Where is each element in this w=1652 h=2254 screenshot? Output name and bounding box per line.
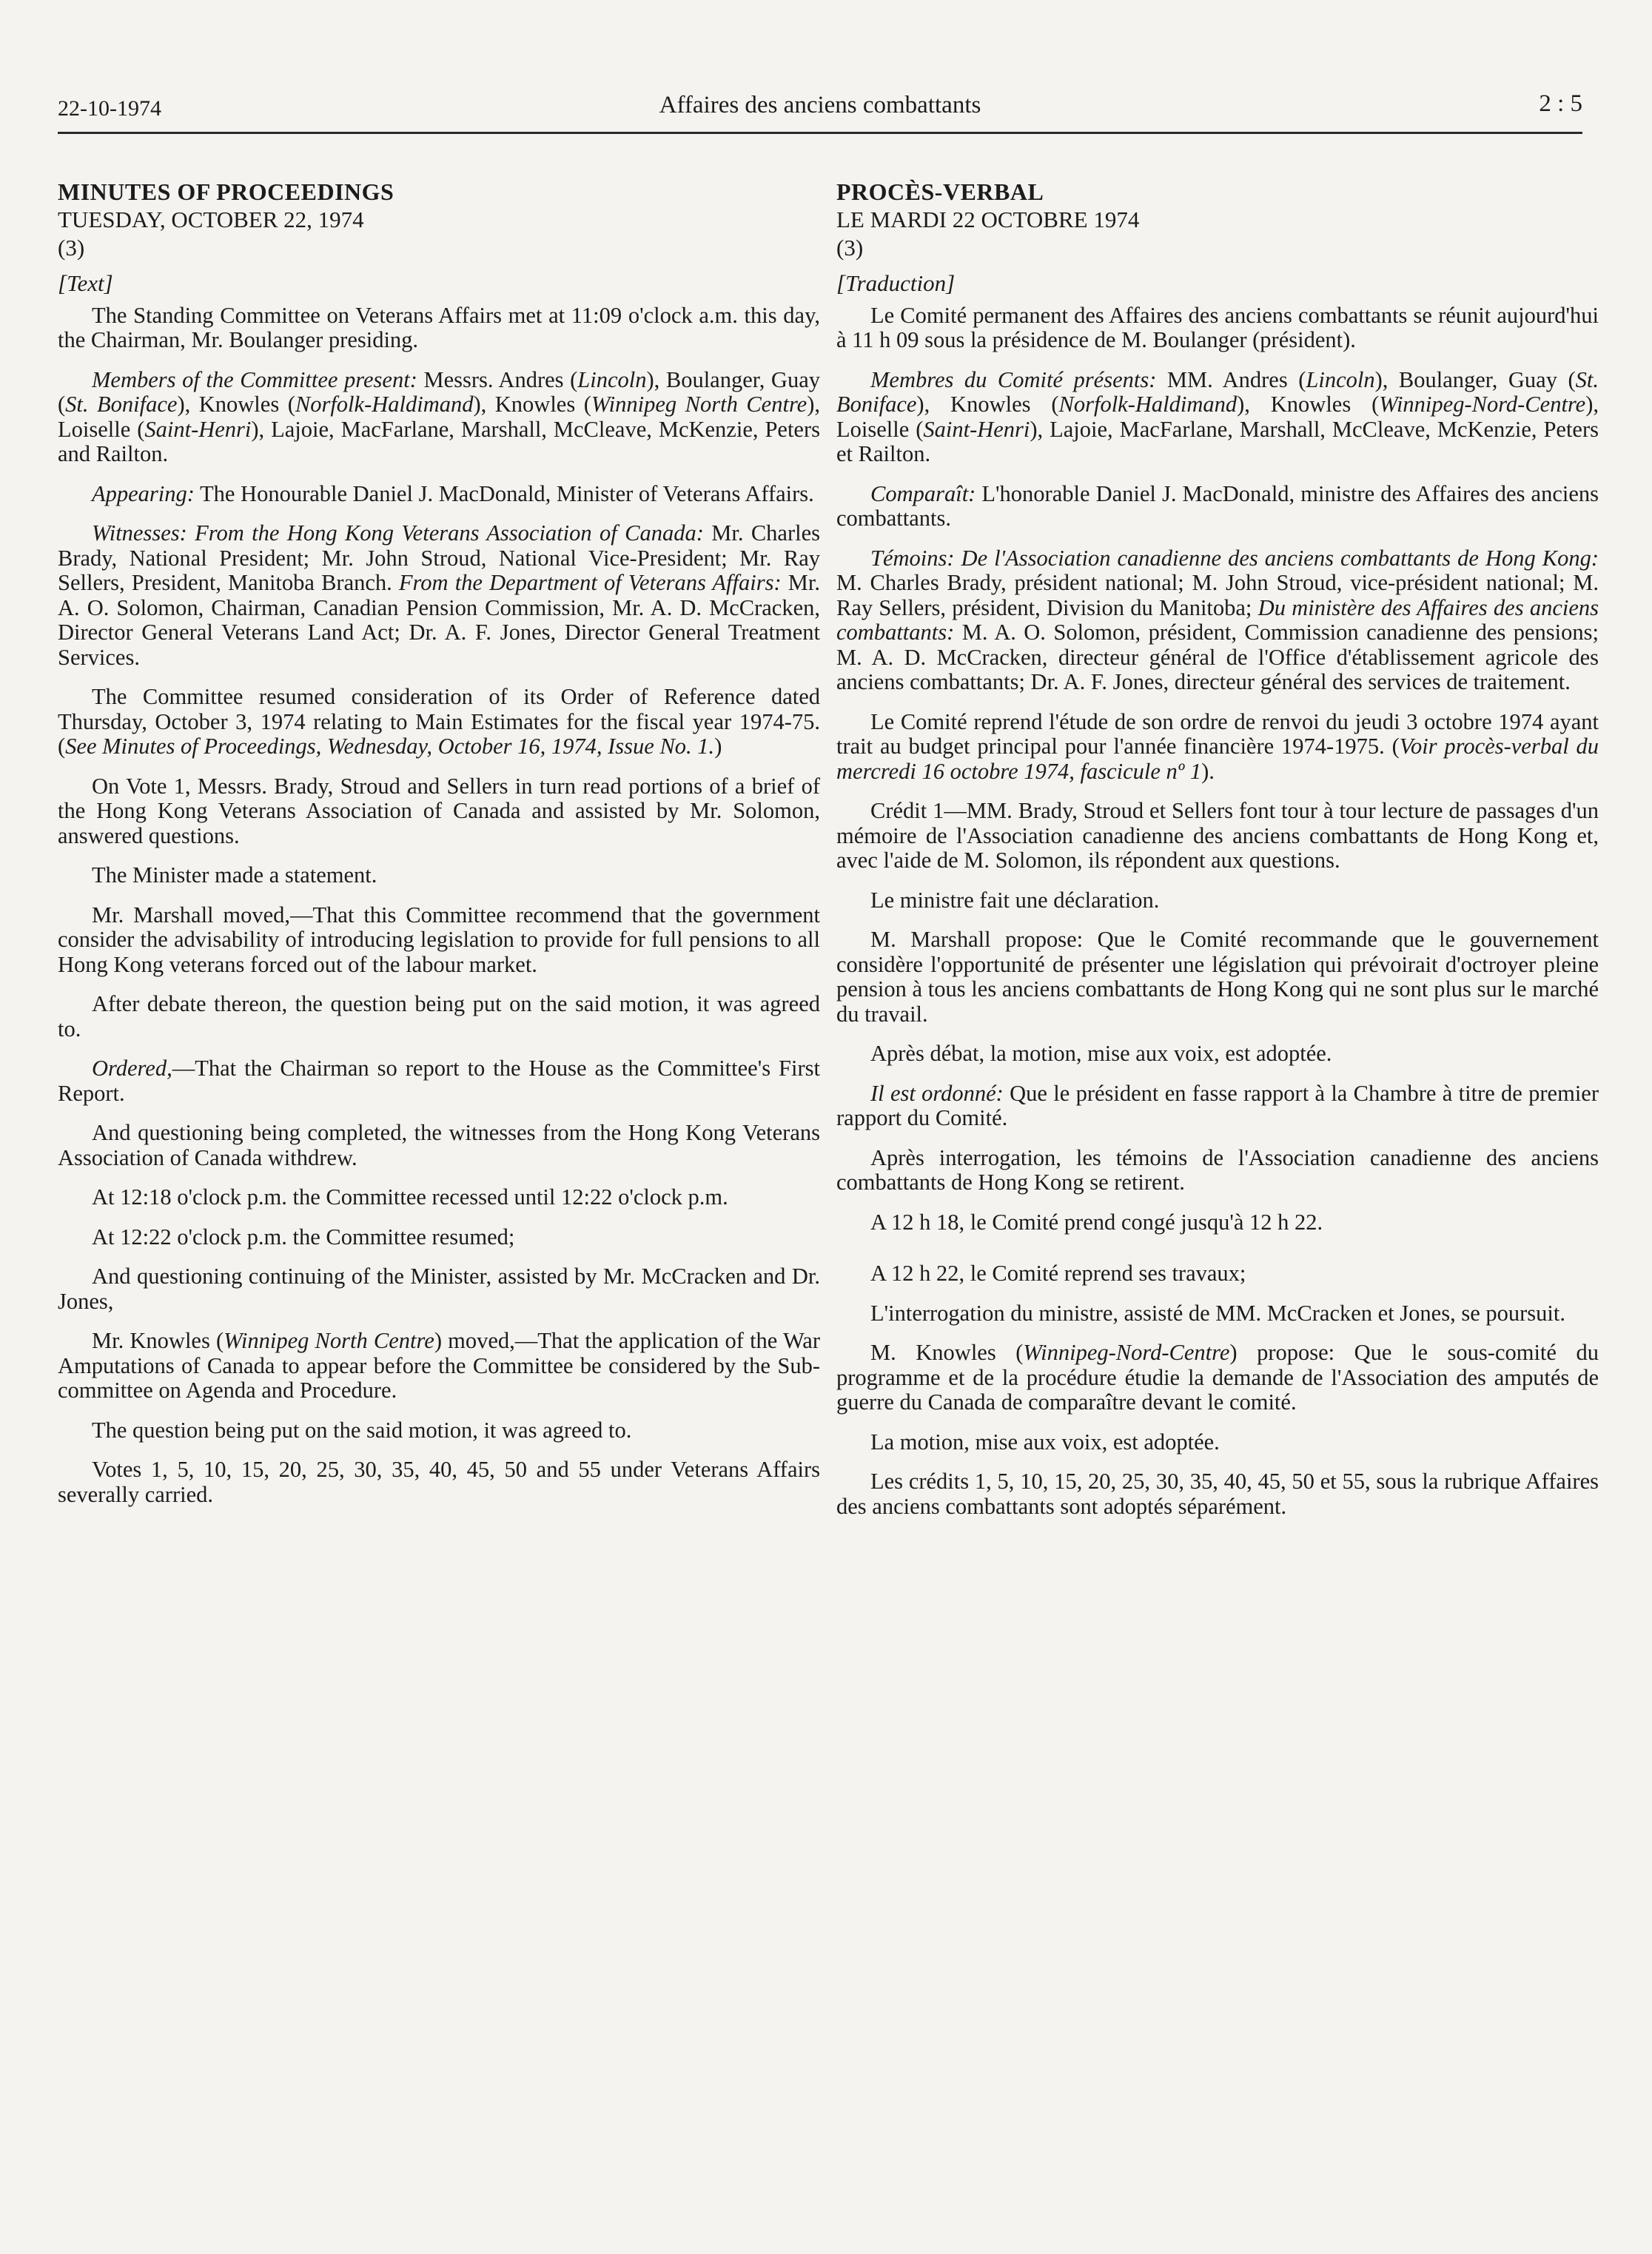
votes-carried-paragraph-fr: Les crédits 1, 5, 10, 15, 20, 25, 30, 35, 40, 45, 50 et 55, sous la rubrique Affaires des anciens combattants sont adoptés séparément. — [836, 1469, 1599, 1519]
debate-paragraph-fr: Après débat, la motion, mise aux voix, est adoptée. — [870, 1041, 1332, 1066]
members-present-paragraph: Members of the Committee present: Messrs. Andres (Lincoln), Boulanger, Guay (St. Boniface), Knowles (Norfolk-Haldimand), Knowles (Winnipeg North Centre), Loiselle (Saint-Henri), Lajoie, MacFarlane, Marshall, McCleave, McKenzie, Peters and Railton. — [58, 366, 821, 466]
vote-one-paragraph-fr: Crédit 1—MM. Brady, Stroud et Sellers font tour à tour lecture de passages d'un mémoire de l'Association canadienne des anciens combattants de Hong Kong et, avec l'aide de M. Solomon, ils répondent aux questions. — [836, 798, 1599, 873]
resumed-paragraph-fr: A 12 h 22, le Comité reprend ses travaux; — [870, 1261, 1246, 1286]
witnesses-withdrew-paragraph-fr: Après interrogation, les témoins de l'Association canadienne des anciens combattants de Hong Kong se retirent. — [836, 1144, 1599, 1195]
meeting-number: (3) — [58, 235, 85, 261]
votes-carried-paragraph: Votes 1, 5, 10, 15, 20, 25, 30, 35, 40, 45, 50 and 55 under Veterans Affairs severally carried. — [58, 1457, 820, 1507]
motion-agreed-paragraph: The question being put on the said motion, it was agreed to. — [92, 1417, 632, 1443]
appearing-paragraph-fr: Comparaît: L'honorable Daniel J. MacDonald, ministre des Affaires des anciens combattants. — [836, 480, 1599, 531]
recess-paragraph: At 12:18 o'clock p.m. the Committee recessed until 12:22 o'clock p.m. — [92, 1184, 728, 1210]
minutes-heading: MINUTES OF PROCEEDINGS — [58, 178, 394, 205]
opening-paragraph: The Standing Committee on Veterans Affairs met at 11:09 o'clock a.m. this day, the Chairman, Mr. Boulanger presiding. — [58, 302, 820, 352]
resumed-paragraph: At 12:22 o'clock p.m. the Committee resumed; — [92, 1224, 515, 1250]
header-page-number: 2 : 5 — [1539, 90, 1582, 117]
ordered-paragraph-fr: Il est ordonné: Que le président en fasse rapport à la Chambre à titre de premier rapport du Comité. — [836, 1080, 1599, 1130]
order-of-reference-paragraph-fr: Le Comité reprend l'étude de son ordre de renvoi du jeudi 3 octobre 1974 ayant trait au budget principal pour l'année financière 1974-1975. (Voir procès-verbal du mercredi 16 octobre 1974, fascicule nº 1). — [836, 708, 1599, 784]
traduction-tag: [Traduction] — [836, 270, 956, 296]
vote-one-paragraph: On Vote 1, Messrs. Brady, Stroud and Sellers in turn read portions of a brief of the Hong Kong Veterans Association of Canada and assisted by Mr. Solomon, answered questions. — [58, 773, 820, 848]
debate-paragraph: After debate thereon, the question being put on the said motion, it was agreed to. — [58, 991, 820, 1042]
minister-statement-paragraph: The Minister made a statement. — [92, 862, 377, 888]
meeting-number-fr: (3) — [836, 235, 864, 261]
witnesses-paragraph-fr: Témoins: De l'Association canadienne des anciens combattants de Hong Kong: M. Charles Brady, président national; M. John Stroud, vice-président national; M. Ray Sellers, président, Division du Manitoba; Du ministère des Affaires des anciens combattants: M. A. O. Solomon, président, Commission canadienne des pensions; M. A. D. McCracken, directeur général de l'Office d'établissement agricole des anciens combattants; Dr. A. F. Jones, directeur général des services de traitement. — [836, 545, 1599, 694]
questioning-continuing-paragraph: And questioning continuing of the Minister, assisted by Mr. McCracken and Dr. Jones, — [58, 1264, 820, 1314]
minister-statement-paragraph-fr: Le ministre fait une déclaration. — [870, 887, 1160, 913]
french-column — [836, 178, 1599, 1534]
opening-paragraph-fr: Le Comité permanent des Affaires des anciens combattants se réunit aujourd'hui à 11 h 09 sous la présidence de M. Boulanger (président). — [836, 302, 1599, 352]
proces-verbal-heading: PROCÈS-VERBAL — [836, 178, 1044, 205]
order-of-reference-paragraph: The Committee resumed consideration of its Order of Reference dated Thursday, October 3, 1974 relating to Main Estimates for the fiscal year 1974-75. (See Minutes of Proceedings, Wednesday, October 16, 1974, Issue No. 1.) — [58, 684, 820, 759]
knowles-motion-paragraph-fr: M. Knowles (Winnipeg-Nord-Centre) propose: Que le sous-comité du programme et de la procédure étudie la demande de l'Association des amputés de guerre du Canada de comparaître devant le comité. — [836, 1340, 1599, 1415]
marshall-motion-paragraph-fr: M. Marshall propose: Que le Comité recommande que le gouvernement considère l'opportunité de présenter une législation qui prévoirait d'octroyer pleine pension à tous les anciens combattants de Hong Kong qui ne sont plus sur le marché du travail. — [836, 927, 1599, 1027]
english-column — [58, 178, 820, 1522]
header-title: Affaires des anciens combattants — [659, 92, 981, 118]
header-date: 22-10-1974 — [58, 96, 161, 121]
meeting-date-fr: LE MARDI 22 OCTOBRE 1974 — [836, 207, 1140, 232]
witnesses-withdrew-paragraph: And questioning being completed, the witnesses from the Hong Kong Veterans Association of Canada withdrew. — [58, 1120, 820, 1170]
marshall-motion-paragraph: Mr. Marshall moved,—That this Committee recommend that the government consider the advisability of introducing legislation to provide for full pensions to all Hong Kong veterans forced out of the labour market. — [58, 902, 820, 977]
knowles-motion-paragraph: Mr. Knowles (Winnipeg North Centre) moved,—That the application of the War Amputations of Canada to appear before the Committee be considered by the Sub-committee on Agenda and Procedure. — [58, 1328, 820, 1403]
motion-agreed-paragraph-fr: La motion, mise aux voix, est adoptée. — [870, 1429, 1220, 1455]
members-present-paragraph-fr: Membres du Comité présents: MM. Andres (Lincoln), Boulanger, Guay (St. Boniface), Knowles (Norfolk-Haldimand), Knowles (Winnipeg-Nord-Centre), Loiselle (Saint-Henri), Lajoie, MacFarlane, Marshall, McCleave, McKenzie, Peters et Railton. — [836, 366, 1599, 466]
witnesses-paragraph: Witnesses: From the Hong Kong Veterans Association of Canada: Mr. Charles Brady, National President; Mr. John Stroud, National Vice-President; Mr. Ray Sellers, President, Manitoba Branch. From the Department of Veterans Affairs: Mr. A. O. Solomon, Chairman, Canadian Pension Commission, Mr. A. D. McCracken, Director General Veterans Land Act; Dr. A. F. Jones, Director General Treatment Services. — [58, 520, 821, 670]
meeting-date: TUESDAY, OCTOBER 22, 1974 — [58, 207, 364, 232]
ordered-paragraph: Ordered,—That the Chairman so report to the House as the Committee's First Report. — [58, 1056, 820, 1106]
appearing-paragraph: Appearing: The Honourable Daniel J. MacDonald, Minister of Veterans Affairs. — [92, 480, 814, 506]
running-header — [58, 87, 1582, 134]
text-tag: [Text] — [58, 270, 113, 296]
questioning-continuing-paragraph-fr: L'interrogation du ministre, assisté de MM. McCracken et Jones, se poursuit. — [870, 1300, 1565, 1326]
recess-paragraph-fr: A 12 h 18, le Comité prend congé jusqu'à 12 h 22. — [870, 1209, 1323, 1235]
